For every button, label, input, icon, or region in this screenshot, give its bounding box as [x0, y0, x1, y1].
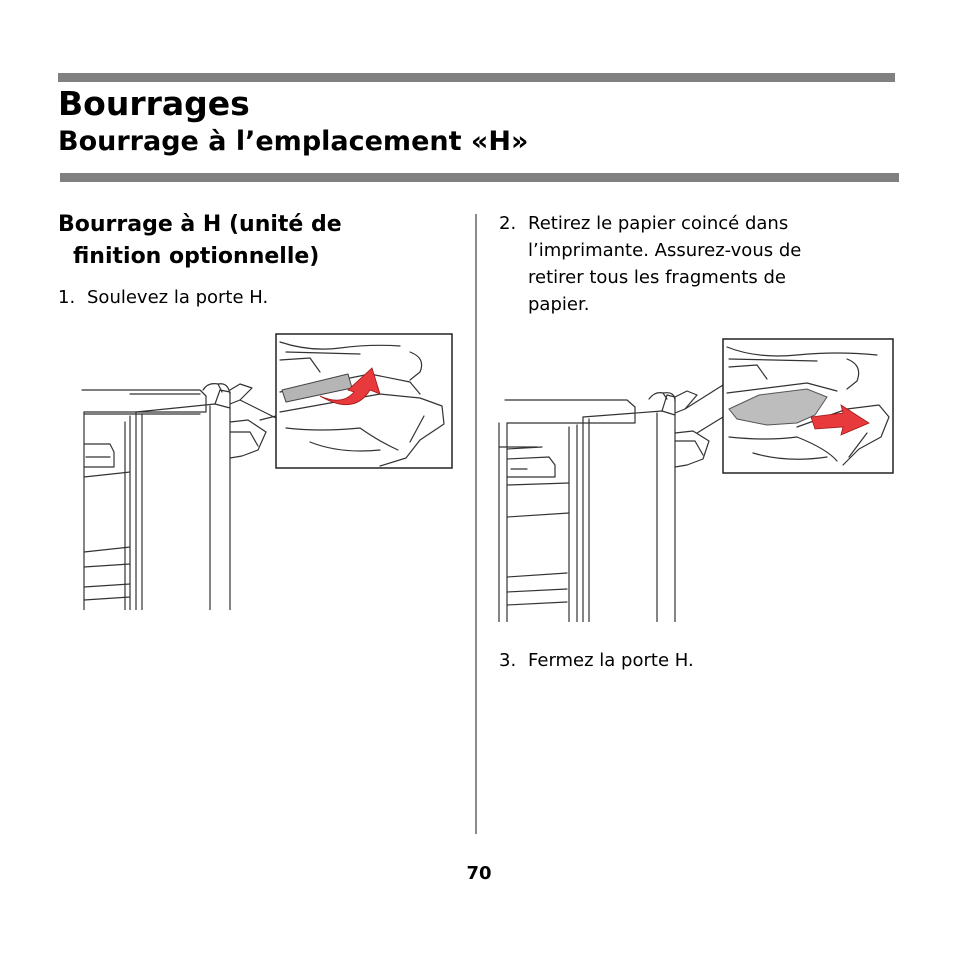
- step-text-line: Fermez la porte H.: [528, 650, 694, 671]
- header-rule-top: [58, 73, 895, 82]
- step-text: [528, 647, 694, 674]
- page-title: Bourrages: [58, 84, 250, 123]
- header-rule-bottom: [60, 173, 899, 182]
- step-text: [528, 210, 801, 318]
- column-divider: [475, 214, 477, 834]
- illustration-remove-paper: [497, 337, 896, 622]
- step-2: [499, 210, 899, 320]
- step-number: 2.: [499, 213, 517, 234]
- step-text-line: l’imprimante. Assurez-vous de: [528, 240, 802, 261]
- section-heading-line-2: finition optionnelle): [73, 244, 320, 269]
- step-text-line: Retirez le papier coincé dans: [528, 213, 789, 234]
- step-number: 3.: [499, 650, 517, 671]
- step-text-line: papier.: [528, 294, 590, 315]
- page-number: 70: [466, 863, 492, 884]
- step-text-line: Soulevez la porte H.: [87, 287, 269, 308]
- section-heading: [58, 209, 458, 273]
- section-heading-line-1: Bourrage à H (unité de: [58, 212, 342, 237]
- step-number: 1.: [58, 287, 76, 308]
- step-1: [58, 284, 458, 314]
- step-text-line: retirer tous les fragments de: [528, 267, 786, 288]
- step-3: [499, 647, 899, 677]
- step-text: [87, 284, 268, 311]
- page-subtitle: Bourrage à l’emplacement «H»: [58, 126, 529, 157]
- illustration-lift-door-h: [80, 332, 455, 610]
